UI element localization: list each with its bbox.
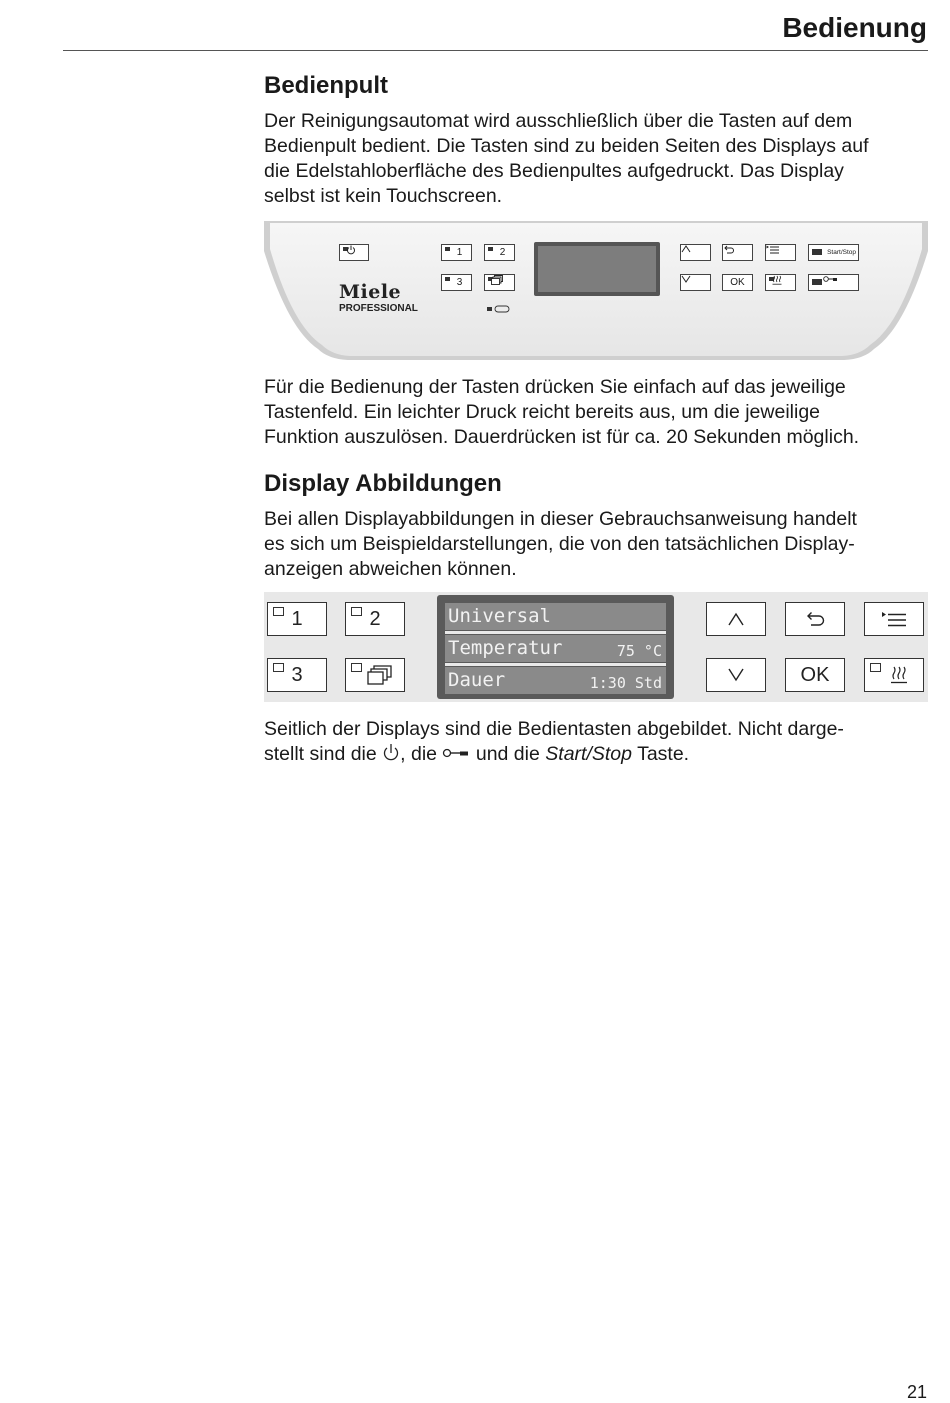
key-icon xyxy=(823,275,839,283)
display-intro-paragraph xyxy=(264,507,934,582)
keys-note-paragraph xyxy=(264,717,934,767)
led-indicator xyxy=(812,249,822,255)
text-line: Der Reinigungsautomat wird ausschließlich über die Tasten auf dem xyxy=(264,110,853,132)
brand-subtitle: PROFESSIONAL xyxy=(339,303,418,314)
back-button[interactable] xyxy=(722,244,753,261)
led-indicator xyxy=(351,663,362,672)
program-key-2[interactable] xyxy=(484,244,515,261)
key-label: OK xyxy=(800,663,830,686)
menu-list-icon xyxy=(766,245,780,254)
drying-icon xyxy=(772,275,782,285)
arrow-down-button[interactable] xyxy=(680,274,711,291)
page-header-title: Bedienung xyxy=(782,12,927,43)
text-line: anzeigen abweichen können. xyxy=(264,558,517,580)
control-panel-illustration xyxy=(264,219,928,362)
program-key-3[interactable] xyxy=(267,658,327,692)
text-line: selbst ist kein Touchscreen. xyxy=(264,185,503,207)
menu-button[interactable] xyxy=(864,602,924,636)
section-heading-bedienpult: Bedienpult xyxy=(264,72,388,99)
arrow-up-button[interactable] xyxy=(706,602,766,636)
section-heading-display: Display Abbildungen xyxy=(264,470,502,497)
program-key-1[interactable] xyxy=(267,602,327,636)
chevron-down-icon xyxy=(681,275,691,283)
start-stop-label: Start/Stop xyxy=(545,743,632,765)
display-row-value: 1:30 Std xyxy=(589,674,662,692)
text-line: es sich um Beispieldarstellungen, die von den tatsächlichen Display- xyxy=(264,533,855,555)
text-fragment: Taste. xyxy=(637,743,690,765)
led-indicator xyxy=(488,247,493,251)
display-row-value: 75 °C xyxy=(616,642,662,660)
display-screen xyxy=(437,595,674,699)
key-label: OK xyxy=(730,277,745,288)
program-list-key[interactable] xyxy=(484,274,515,291)
key-label: Start/Stop xyxy=(827,249,856,256)
led-indicator xyxy=(445,247,450,251)
menu-button[interactable] xyxy=(765,244,796,261)
panel-display-screen xyxy=(538,246,656,292)
led-indicator xyxy=(445,277,450,281)
chevron-up-icon xyxy=(727,612,745,626)
display-row-program xyxy=(445,603,666,630)
panel-display xyxy=(534,242,660,296)
text-line: die Edelstahloberfläche des Bedienpultes aufgedruckt. Das Display xyxy=(264,160,844,182)
text-line: Funktion auszulösen. Dauerdrücken ist für ca. 20 Sekunden möglich. xyxy=(264,426,860,448)
text-line: Tastenfeld. Ein leichter Druck reicht bereits aus, um die jeweilige xyxy=(264,401,821,423)
key-label: 3 xyxy=(291,663,303,686)
program-key-1[interactable] xyxy=(441,244,472,261)
key-label: 3 xyxy=(456,277,463,288)
key-label: 2 xyxy=(369,607,381,630)
arrow-up-button[interactable] xyxy=(680,244,711,261)
page-number: 21 xyxy=(906,1382,927,1402)
door-key-button[interactable] xyxy=(808,274,859,291)
display-row-duration xyxy=(445,667,666,694)
text-line xyxy=(264,742,934,767)
program-list-icon xyxy=(367,665,393,685)
led-indicator xyxy=(351,607,362,616)
key-label: 2 xyxy=(499,247,506,258)
back-button[interactable] xyxy=(785,602,845,636)
program-list-key[interactable] xyxy=(345,658,405,692)
menu-list-icon xyxy=(881,611,907,627)
text-line: Seitlich der Displays sind die Bedientasten abgebildet. Nicht darge- xyxy=(264,718,844,740)
text-line: Bedienpult bedient. Die Tasten sind zu beiden Seiten des Displays auf xyxy=(264,135,869,157)
display-separator xyxy=(445,663,666,666)
back-arrow-icon xyxy=(804,611,826,627)
program-list-icon xyxy=(491,275,503,285)
drying-button[interactable] xyxy=(864,658,924,692)
intro-paragraph xyxy=(264,109,934,209)
drying-button[interactable] xyxy=(765,274,796,291)
led-indicator xyxy=(870,663,881,672)
text-fragment: , die xyxy=(400,743,438,765)
start-stop-button[interactable] xyxy=(808,244,859,261)
display-illustration xyxy=(264,592,928,702)
led-indicator xyxy=(812,279,822,285)
power-icon xyxy=(382,743,400,763)
chevron-up-icon xyxy=(681,245,691,253)
arrow-down-button[interactable] xyxy=(706,658,766,692)
key-label: 1 xyxy=(291,607,303,630)
key-label: 1 xyxy=(456,247,463,258)
power-button[interactable] xyxy=(339,244,369,261)
back-arrow-icon xyxy=(723,245,735,254)
display-separator xyxy=(445,631,666,634)
text-line: Für die Bedienung der Tasten drücken Sie einfach auf das jeweilige xyxy=(264,376,846,398)
display-row-temperature xyxy=(445,635,666,662)
ok-button[interactable] xyxy=(722,274,753,291)
text-fragment: stellt sind die xyxy=(264,743,377,765)
program-key-3[interactable] xyxy=(441,274,472,291)
operation-paragraph xyxy=(264,375,934,450)
power-icon xyxy=(346,245,356,255)
display-row-label: Universal xyxy=(448,605,551,627)
key-icon xyxy=(442,746,470,760)
led-indicator xyxy=(273,607,284,616)
display-row-label: Dauer xyxy=(448,669,506,691)
led-indicator xyxy=(273,663,284,672)
text-line: Bei allen Displayabbildungen in dieser Gebrauchsanweisung handelt xyxy=(264,508,857,530)
drying-icon xyxy=(890,666,908,684)
brand-logo: Miele xyxy=(339,281,402,303)
display-row-label: Temperatur xyxy=(448,637,563,659)
ok-button[interactable] xyxy=(785,658,845,692)
chevron-down-icon xyxy=(727,668,745,682)
service-interface-icon xyxy=(487,305,511,314)
text-fragment: und die xyxy=(475,743,540,765)
header-rule xyxy=(63,50,928,51)
program-key-2[interactable] xyxy=(345,602,405,636)
